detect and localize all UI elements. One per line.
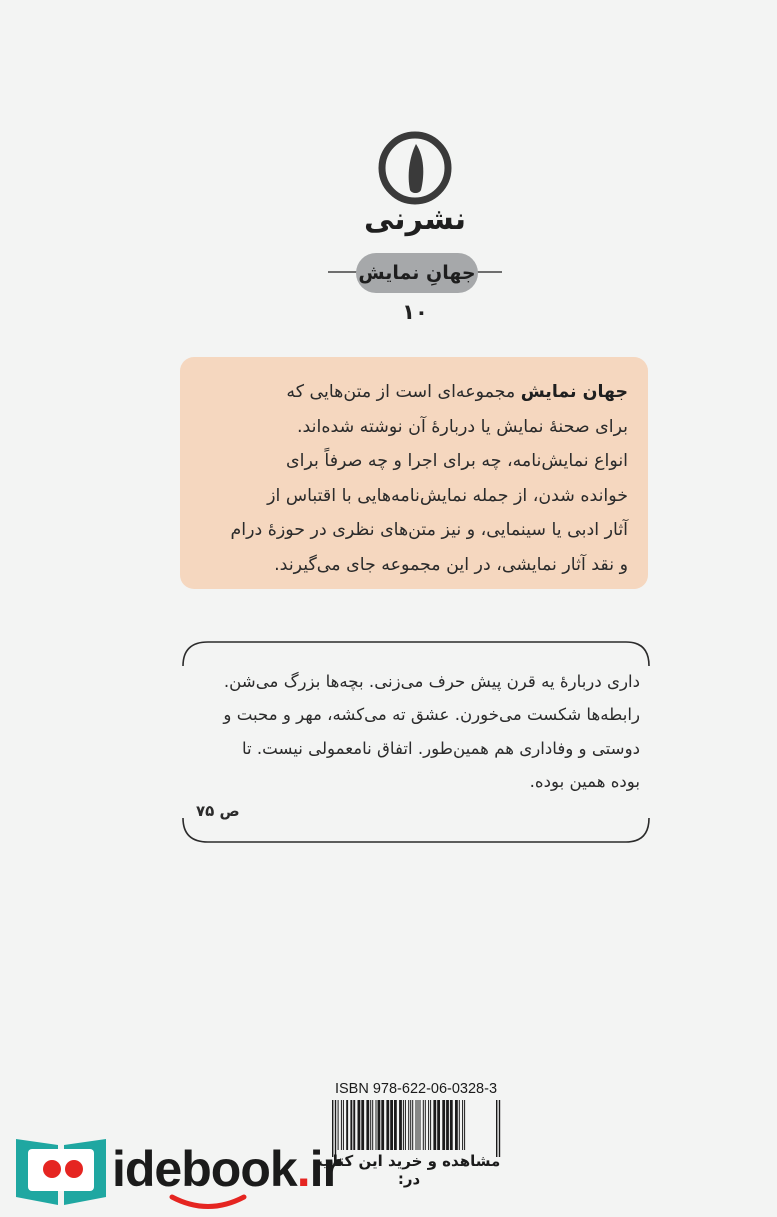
- barcode-bars: [330, 1100, 504, 1157]
- quote-line-2: رابطه‌ها شکست می‌خورن. عشق ته می‌کشه، مهر و محبت و: [223, 705, 640, 725]
- isbn-barcode: [330, 1100, 504, 1157]
- barcode-bar: [403, 1100, 404, 1150]
- barcode-bar: [496, 1100, 497, 1157]
- brand-suffix: ir: [309, 1141, 341, 1197]
- description-line-2: برای صحنهٔ نمایش یا دربارهٔ آن نوشته شده‌اند.: [297, 416, 628, 437]
- barcode-bar: [464, 1100, 465, 1150]
- isbn-text: ISBN 978-622-06-0328-3: [334, 1081, 498, 1097]
- publisher-name: نشرنی: [363, 202, 467, 237]
- series-title: جهانِ نمایش: [358, 262, 476, 284]
- barcode-bar: [442, 1100, 445, 1150]
- barcode-bar: [437, 1100, 440, 1150]
- barcode-bar: [499, 1100, 500, 1157]
- barcode-bar: [372, 1100, 373, 1150]
- description-line-4: خوانده شدن، از جمله نمایش‌نامه‌هایی با اقتباس از: [267, 485, 628, 506]
- quote-page-reference: ص ۷۵: [196, 802, 240, 820]
- barcode-bar: [378, 1100, 381, 1150]
- barcode-bar: [455, 1100, 458, 1150]
- description-line-5: آثار ادبی یا سینمایی، و نیز متن‌های نظری در حوزهٔ درام: [230, 520, 628, 541]
- barcode-bar: [366, 1100, 369, 1150]
- barcode-bar: [410, 1100, 411, 1150]
- series-divider-right: [474, 271, 502, 273]
- quote-line-1: داری دربارهٔ یه قرن پیش حرف می‌زنی. بچه‌ها بزرگ می‌شن.: [223, 672, 640, 691]
- description-line-6: و نقد آثار نمایشی، در این مجموعه جای می‌گیرند.: [274, 554, 628, 575]
- series-description-box: [180, 357, 648, 589]
- series-number: ۱۰: [402, 300, 428, 324]
- barcode-bar: [358, 1100, 361, 1150]
- barcode-bar: [353, 1100, 355, 1150]
- description-line-1-text: مجموعه‌ای است از متن‌هایی که: [286, 382, 516, 402]
- barcode-bar: [446, 1100, 449, 1150]
- barcode-bar: [399, 1100, 402, 1150]
- watermark-caption: مشاهده و خرید این کتاب در:: [317, 1152, 501, 1188]
- barcode-bar: [376, 1100, 377, 1150]
- description-title: جهان نمایش: [520, 382, 628, 402]
- barcode-bar: [428, 1100, 429, 1150]
- barcode-bar: [386, 1100, 389, 1150]
- barcode-bar: [408, 1100, 409, 1150]
- quote-text: [196, 665, 640, 798]
- barcode-bar: [459, 1100, 460, 1150]
- quote-line-3: دوستی و وفاداری هم همین‌طور. اتفاق نامعمولی نیست. تا: [241, 738, 640, 758]
- barcode-bar: [394, 1100, 397, 1150]
- quote-box: [182, 640, 650, 844]
- barcode-bar: [416, 1100, 417, 1150]
- barcode-bar: [418, 1100, 419, 1150]
- barcode-bar: [370, 1100, 371, 1150]
- barcode-bar: [343, 1100, 344, 1150]
- barcode-bar: [412, 1100, 413, 1150]
- brand-prefix: idebook: [112, 1141, 297, 1197]
- barcode-bar: [341, 1100, 342, 1150]
- quote-line-4: بوده همین بوده.: [529, 771, 640, 791]
- barcode-bar: [390, 1100, 393, 1150]
- description-line-1: [202, 375, 628, 410]
- barcode-bar: [430, 1100, 431, 1150]
- barcode-bar: [420, 1100, 421, 1150]
- brand-smile-icon: [168, 1194, 248, 1210]
- brand-dot: .: [296, 1141, 310, 1197]
- barcode-bar: [423, 1100, 424, 1150]
- description-line-3: انواع نمایش‌نامه، چه برای اجرا و چه صرفاً برای: [286, 451, 628, 472]
- series-title-badge: [356, 253, 478, 293]
- barcode-bar: [346, 1100, 348, 1150]
- barcode-bar: [433, 1100, 436, 1150]
- barcode-bar: [462, 1100, 463, 1150]
- barcode-bar: [381, 1100, 384, 1150]
- idebook-book-logo-icon: [12, 1135, 110, 1207]
- barcode-bar: [450, 1100, 453, 1150]
- barcode-bar: [425, 1100, 426, 1150]
- barcode-bar: [405, 1100, 406, 1150]
- idebook-brand[interactable]: [112, 1140, 341, 1198]
- barcode-bar: [361, 1100, 364, 1150]
- barcode-bar: [350, 1100, 352, 1150]
- nashr-e-ney-logo-icon: [378, 130, 452, 206]
